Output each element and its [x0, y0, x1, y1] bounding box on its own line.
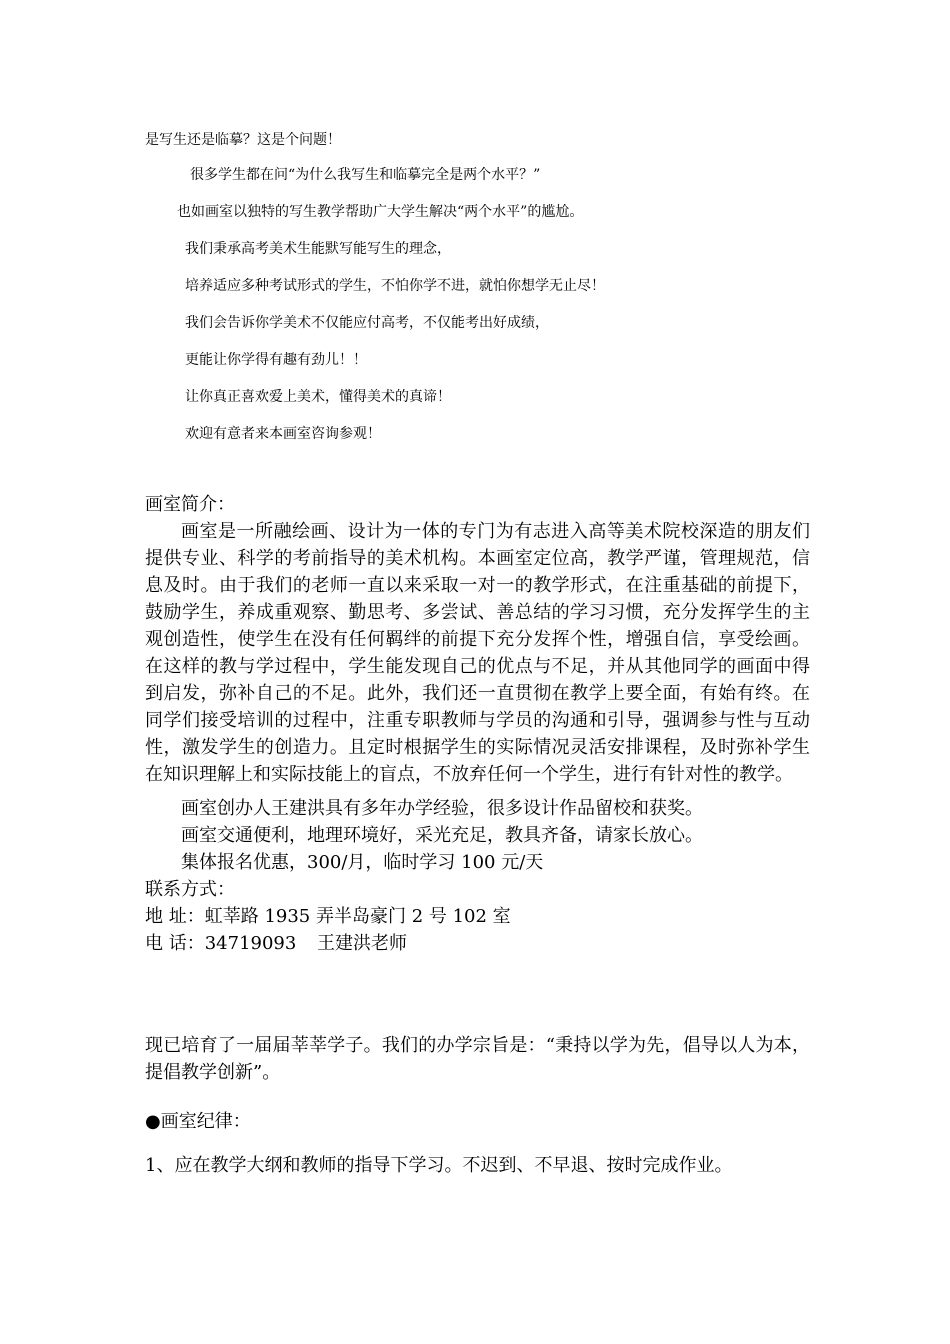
profile-location: 画室交通便利，地理环境好，采光充足，教具齐备，请家长放心。	[181, 825, 703, 846]
intro-line: 更能让你学得有趣有劲儿！！	[185, 352, 367, 368]
contact-teacher: 王建洪老师	[317, 933, 407, 954]
profile-offer: 集体报名优惠，300/月，临时学习 100 元/天	[181, 852, 544, 873]
intro-line: 让你真正喜欢爱上美术，懂得美术的真谛！	[185, 389, 451, 405]
intro-line: 欢迎有意者来本画室咨询参观！	[185, 426, 381, 442]
contact-phone: 电 话：34719093	[145, 933, 297, 954]
intro-line: 我们会告诉你学美术不仅能应付高考，不仅能考出好成绩，	[185, 315, 549, 331]
intro-title: 是写生还是临摹？这是个问题！	[145, 132, 341, 148]
profile-body: 画室是一所融绘画、设计为一体的专门为有志进入高等美术院校深造的朋友们提供专业、科学的考前指导的美术机构。本画室定位高，教学严谨，管理规范，信息及时。由于我们的老师一直以来采取一对一的教学形式，在注重基础的前提下，鼓励学生，养成重观察、勤思考、多尝试、善总结的学习习惯，充分发挥学生的主观创造性，使学生在没有任何羁绊的前提下充分发挥个性，增强自信，享受绘画。在这样的教与学过程中，学生能发现自己的优点与不足，并从其他同学的画面中得到启发，弥补自己的不足。此外，我们还一直贯彻在教学上要全面，有始有终。在同学们接受培训的过程中，注重专职教师与学员的沟通和引导，强调参与性与互动性，激发学生的创造力。且定时根据学生的实际情况灵活安排课程，及时弥补学生在知识理解上和实际技能上的盲点，不放弃任何一个学生，进行有针对性的教学。	[145, 521, 810, 785]
contact-heading: 联系方式：	[145, 879, 235, 900]
intro-question: 很多学生都在问“为什么我写生和临摹完全是两个水平？”	[190, 167, 541, 183]
contact-address: 地 址：虹莘路 1935 弄半岛豪门 2 号 102 室	[145, 906, 511, 927]
rule-item: 1、应在教学大纲和教师的指导下学习。不迟到、不早退、按时完成作业。	[145, 1155, 733, 1176]
profile-founder: 画室创办人王建洪具有多年办学经验，很多设计作品留校和获奖。	[181, 798, 703, 819]
profile-heading: 画室简介：	[145, 494, 235, 515]
mission-statement: 现已培育了一届届莘莘学子。我们的办学宗旨是：“秉持以学为先，倡导以人为本，提倡教学创新”。	[145, 1035, 810, 1083]
intro-line: 我们秉承高考美术生能默写能写生的理念，	[185, 241, 451, 257]
rules-heading: ●画室纪律：	[145, 1111, 251, 1132]
intro-line: 培养适应多种考试形式的学生，不怕你学不进，就怕你想学无止尽！	[185, 278, 605, 294]
intro-solution: 也如画室以独特的写生教学帮助广大学生解决“两个水平”的尴尬。	[177, 204, 584, 220]
